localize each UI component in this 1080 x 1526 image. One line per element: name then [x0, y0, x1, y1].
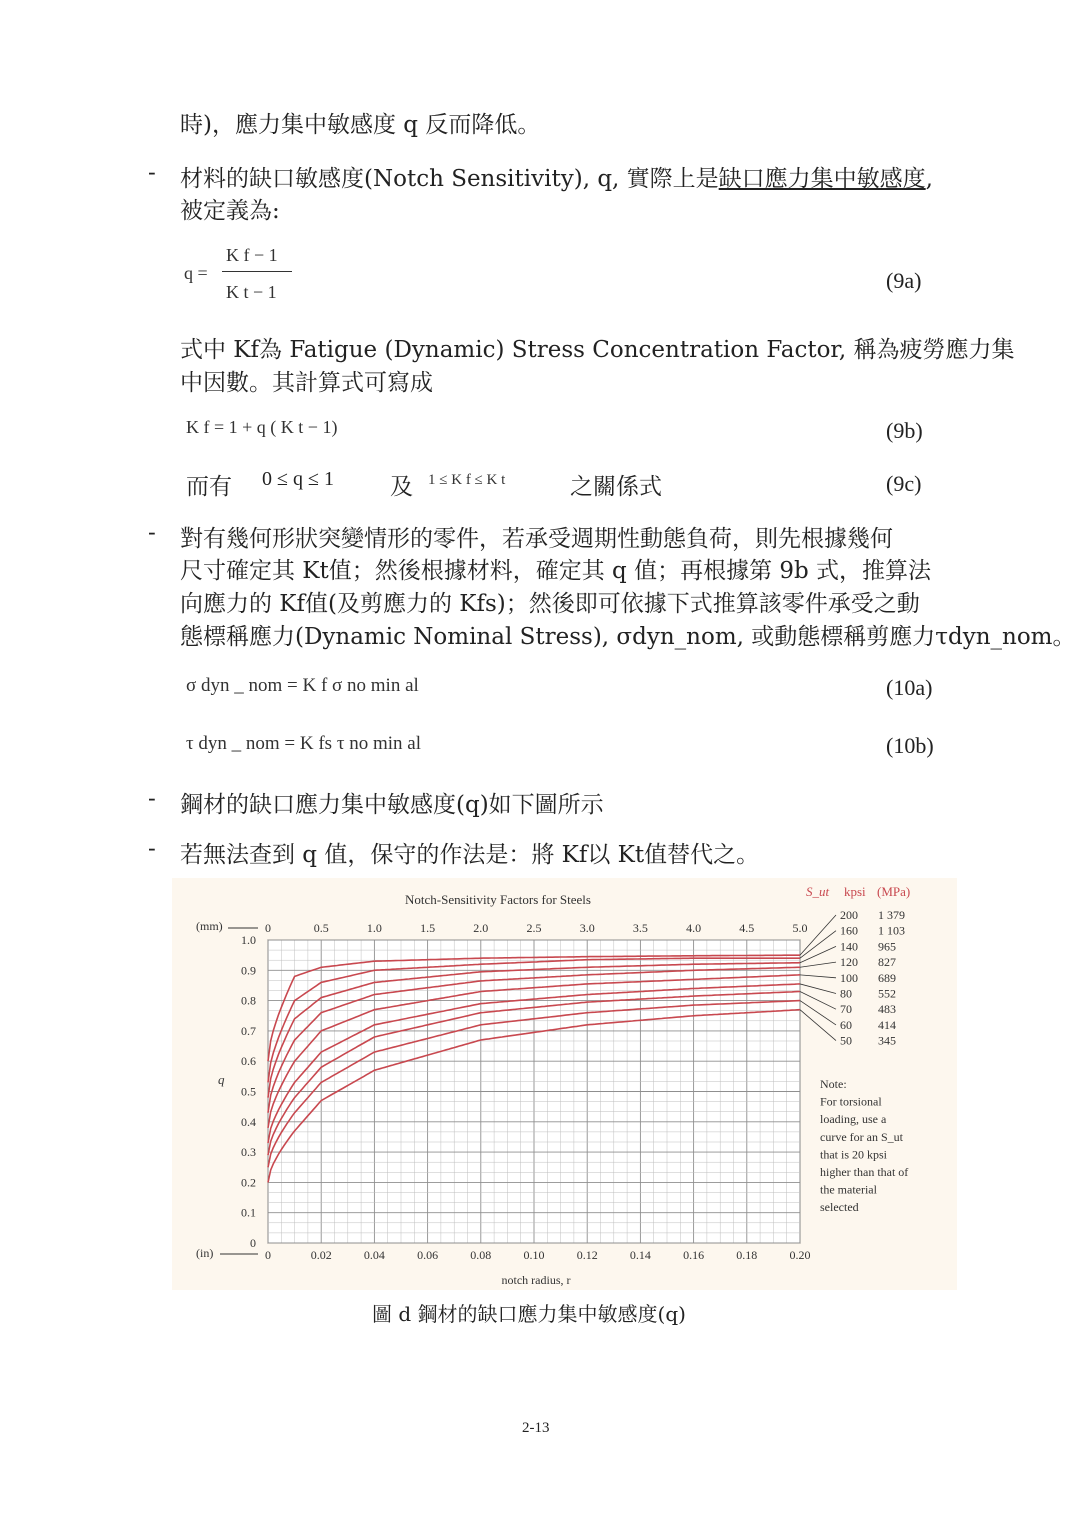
- text-line-3: 被定義為:: [180, 198, 280, 224]
- note-line: For torsional: [820, 1094, 882, 1109]
- legend-mpa: 414: [878, 1017, 896, 1032]
- x-tick-label-mm: 4.5: [739, 921, 755, 935]
- equation-9a-number: (9a): [886, 268, 922, 293]
- legend-mpa: 965: [878, 939, 896, 954]
- legend-mpa: 552: [878, 986, 896, 1001]
- note-line: loading, use a: [820, 1112, 887, 1127]
- equation-9b-number: (9b): [886, 418, 923, 443]
- text-line-7: 尺寸確定其 Kt值；然後根據材料，確定其 q 值；再根據第 9b 式，推算法: [180, 558, 932, 584]
- y-tick-label: 0.4: [241, 1114, 256, 1129]
- note-line: Note:: [820, 1077, 847, 1091]
- text-line-2a: 材料的缺口敏感度(Notch Sensitivity), q, 實際上是: [180, 166, 719, 192]
- y-tick-label: 0.2: [241, 1175, 256, 1190]
- y-axis-label: q: [218, 1072, 225, 1087]
- equation-9c-k-range: 1 ≤ K f ≤ K t: [428, 472, 506, 488]
- text-line-2c: ,: [925, 166, 933, 192]
- equation-9c-number: (9c): [886, 471, 922, 496]
- bullet-dash: -: [148, 786, 156, 812]
- note-line: the material: [820, 1182, 877, 1197]
- legend-kpsi: 200: [840, 908, 858, 922]
- x-tick-label-mm: 3.0: [579, 921, 595, 935]
- y-tick-label: 0.3: [241, 1145, 256, 1160]
- note-line: that is 20 kpsi: [820, 1147, 888, 1162]
- x-tick-label-in: 0.12: [576, 1248, 598, 1262]
- y-tick-label: 0.7: [241, 1023, 256, 1038]
- text-line-9: 態標稱應力(Dynamic Nominal Stress), σdyn_nom, 或動態標稱剪應力τdyn_nom。: [180, 624, 1076, 650]
- x-units-bottom: (in): [196, 1246, 214, 1260]
- note-line: selected: [820, 1200, 859, 1215]
- equation-10b: τ dyn _ nom = K fs τ no min al: [186, 733, 421, 754]
- x-tick-label-in: 0.16: [683, 1248, 705, 1262]
- text-line-2: [180, 160, 933, 193]
- notch-sensitivity-chart: [172, 878, 957, 1290]
- x-axis-label: notch radius, r: [501, 1273, 571, 1287]
- x-tick-label-mm: 0.5: [313, 921, 329, 935]
- legend-mpa: 483: [878, 1002, 896, 1017]
- text-line-6: 對有幾何形狀突變情形的零件，若承受週期性動態負荷，則先根據幾何: [180, 526, 893, 552]
- x-tick-label-in: 0.02: [310, 1248, 332, 1262]
- legend-kpsi: 120: [840, 955, 858, 970]
- legend-kpsi: 80: [840, 986, 852, 1001]
- x-tick-label-in: 0.18: [736, 1248, 758, 1262]
- equation-9c-suffix: 之關係式: [570, 474, 662, 500]
- legend-kpsi: 100: [840, 970, 858, 985]
- legend-kpsi: 50: [840, 1033, 852, 1048]
- y-tick-label: 0.9: [241, 963, 256, 978]
- legend-kpsi: 70: [840, 1002, 852, 1017]
- y-tick-label: 0.6: [241, 1054, 256, 1069]
- y-tick-label: 0.1: [241, 1205, 256, 1220]
- x-tick-label-in: 0.20: [789, 1248, 811, 1262]
- x-tick-label-in: 0.08: [470, 1248, 492, 1262]
- y-tick-label: 1.0: [241, 933, 256, 947]
- legend-mpa: 1 379: [878, 908, 905, 922]
- note-line: curve for an S_ut: [820, 1129, 903, 1144]
- y-tick-label: 0.8: [241, 993, 256, 1008]
- x-tick-label-mm: 1.0: [366, 921, 382, 935]
- legend-kpsi: 60: [840, 1017, 852, 1032]
- x-tick-label-mm: 3.5: [632, 921, 648, 935]
- x-tick-label-in: 0.14: [629, 1248, 651, 1262]
- equation-9b: K f = 1 + q ( K t − 1): [186, 417, 338, 437]
- x-tick-label-in: 0.10: [523, 1248, 545, 1262]
- y-tick-label: 0: [250, 1236, 256, 1250]
- legend-kpsi: 160: [840, 923, 858, 938]
- note-line: higher than that of: [820, 1165, 909, 1179]
- chart-grid: [268, 940, 800, 1243]
- bullet-dash: -: [148, 836, 156, 862]
- legend-mpa: 827: [878, 955, 896, 970]
- legend-mpa: 689: [878, 970, 896, 985]
- x-tick-label-mm: 1.5: [420, 921, 436, 935]
- text-line-11: 若無法查到 q 值，保守的作法是：將 Kf以 Kt值替代之。: [180, 842, 760, 868]
- legend-kpsi: 140: [840, 939, 858, 954]
- equation-9c-and: 及: [390, 474, 413, 500]
- legend-header-kpsi: kpsi: [844, 884, 866, 899]
- x-tick-label-mm: 5.0: [792, 921, 808, 935]
- x-tick-label-in: 0.04: [363, 1248, 385, 1262]
- legend-mpa: 345: [878, 1033, 896, 1048]
- equation-9c-prefix: 而有: [186, 474, 232, 500]
- legend-mpa: 1 103: [878, 923, 905, 938]
- x-tick-label-in: 0.06: [417, 1248, 439, 1262]
- equation-10a: σ dyn _ nom = K f σ no min al: [186, 675, 419, 696]
- equation-9a-q: q =: [184, 263, 208, 283]
- legend-header-sut: S_ut: [806, 884, 830, 899]
- equation-9a-denominator: K t − 1: [226, 282, 277, 302]
- bullet-dash: -: [148, 520, 156, 546]
- equation-10b-number: (10b): [886, 733, 934, 758]
- text-line-5: 中因數。其計算式可寫成: [180, 370, 433, 396]
- x-tick-label-in: 0: [265, 1248, 271, 1262]
- fraction-line: [222, 271, 292, 272]
- x-tick-label-mm: 4.0: [686, 921, 702, 935]
- text-line-8: 向應力的 Kf值(及剪應力的 Kfs)；然後即可依據下式推算該零件承受之動: [180, 591, 920, 617]
- x-tick-label-mm: 0: [265, 921, 271, 935]
- figure-caption: 圖 d 鋼材的缺口應力集中敏感度(q): [372, 1302, 686, 1326]
- legend-header-mpa: (MPa): [877, 884, 911, 899]
- x-units-top: (mm): [196, 919, 223, 933]
- text-line-10: 鋼材的缺口應力集中敏感度(q)如下圖所示: [180, 792, 604, 818]
- y-tick-label: 0.5: [241, 1084, 256, 1099]
- equation-10a-number: (10a): [886, 675, 933, 700]
- equation-9c-q-range: 0 ≤ q ≤ 1: [262, 468, 334, 490]
- chart-title: Notch-Sensitivity Factors for Steels: [405, 892, 591, 907]
- text-line-4: 式中 Kf為 Fatigue (Dynamic) Stress Concentration Factor, 稱為疲勞應力集: [180, 337, 1015, 363]
- bullet-dash: -: [148, 160, 156, 186]
- equation-9a-numerator: K f − 1: [226, 245, 278, 265]
- x-tick-label-mm: 2.0: [473, 921, 489, 935]
- x-tick-label-mm: 2.5: [526, 921, 542, 935]
- text-line-1: 時)，應力集中敏感度 q 反而降低。: [180, 112, 541, 138]
- page-number: 2-13: [522, 1420, 550, 1436]
- underlined-term: 缺口應力集中敏感度: [718, 166, 926, 192]
